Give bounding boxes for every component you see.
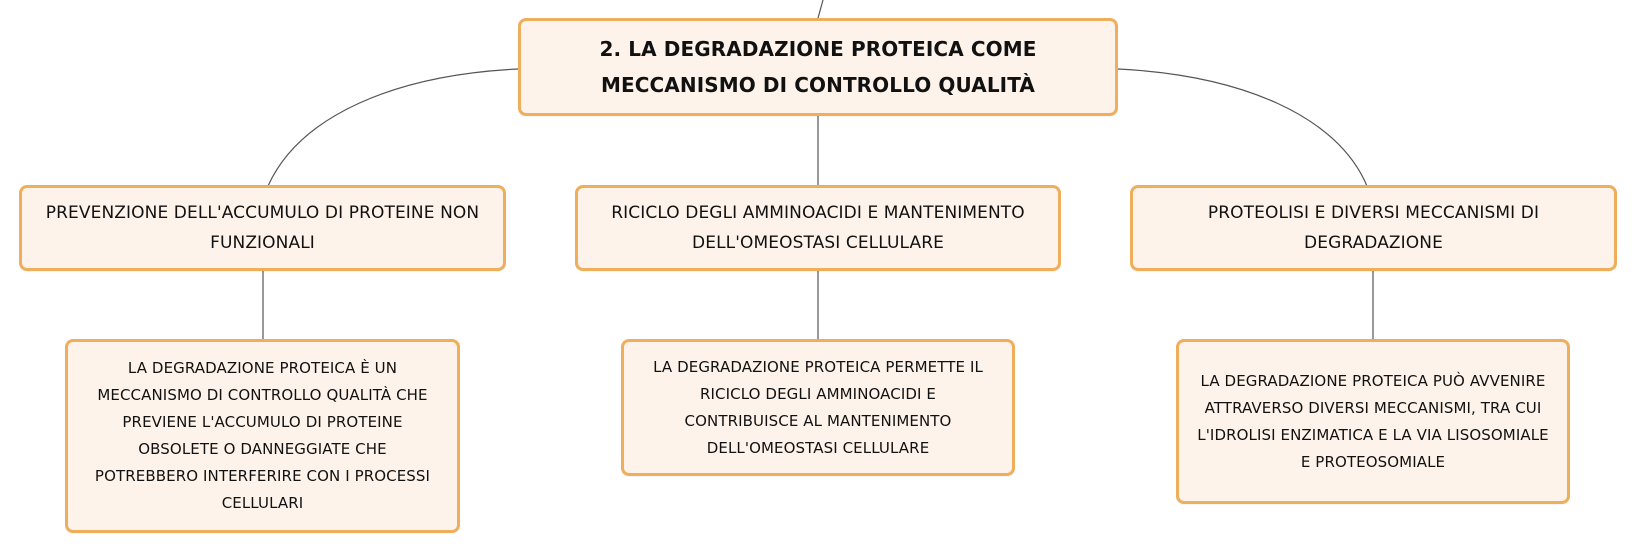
detail-proteolisi-meccanismi-text: LA DEGRADAZIONE PROTEICA PUÒ AVVENIRE ATTRAVERSO DIVERSI MECCANISMI, TRA CUI L'IDROLISI ENZIMATICA E LA VIA LISOSOMIALE E PROTEOSOMIALE: [1197, 371, 1549, 471]
branch-riciclo-amminoacidi-label: RICICLO DEGLI AMMINOACIDI E MANTENIMENTO DELL'OMEOSTASI CELLULARE: [611, 203, 1025, 253]
branch-prevenzione-accumulo-label: PREVENZIONE DELL'ACCUMULO DI PROTEINE NON FUNZIONALI: [45, 203, 480, 253]
connector-parent-to-root: [818, 0, 823, 18]
branch-prevenzione-accumulo[interactable]: [19, 185, 506, 271]
connector-root-to-branch-3: [1118, 69, 1367, 186]
branch-proteolisi-meccanismi-label: PROTEOLISI E DIVERSI MECCANISMI DI DEGRADAZIONE: [1207, 203, 1540, 253]
detail-riciclo-amminoacidi-text: LA DEGRADAZIONE PROTEICA PERMETTE IL RICICLO DEGLI AMMINOACIDI E CONTRIBUISCE AL MANTENIMENTO DELL'OMEOSTASI CELLULARE: [653, 357, 983, 457]
detail-prevenzione-accumulo[interactable]: [65, 339, 460, 533]
root-topic[interactable]: [518, 18, 1118, 116]
branch-proteolisi-meccanismi[interactable]: [1130, 185, 1617, 271]
connector-root-to-branch-1: [268, 69, 518, 186]
branch-riciclo-amminoacidi[interactable]: [575, 185, 1061, 271]
root-topic-label: 2. LA DEGRADAZIONE PROTEICA COME MECCANISMO DI CONTROLLO QUALITÀ: [599, 37, 1037, 97]
detail-proteolisi-meccanismi[interactable]: [1176, 339, 1570, 504]
detail-prevenzione-accumulo-text: LA DEGRADAZIONE PROTEICA È UN MECCANISMO DI CONTROLLO QUALITÀ CHE PREVIENE L'ACCUMULO DI PROTEINE OBSOLETE O DANNEGGIATE CHE POTREBBERO INTERFERIRE CON I PROCESSI CELLULARI: [94, 359, 431, 512]
detail-riciclo-amminoacidi[interactable]: [621, 339, 1015, 476]
